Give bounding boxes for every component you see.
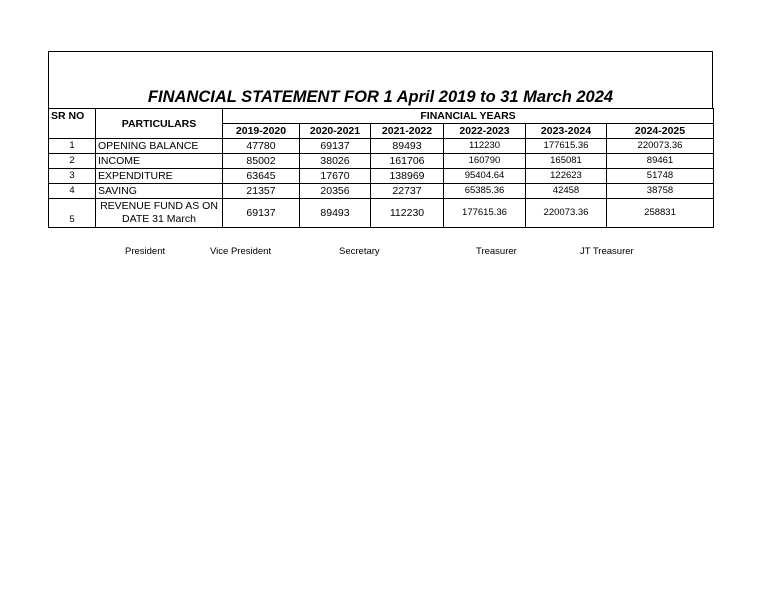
value-cell: 69137	[300, 139, 371, 154]
year-header: 2024-2025	[607, 124, 714, 139]
header-row-1	[49, 109, 714, 124]
value-cell: 65385.36	[444, 184, 526, 199]
particular-cell: OPENING BALANCE	[96, 139, 223, 154]
table-row	[49, 199, 714, 228]
year-header: 2021-2022	[371, 124, 444, 139]
value-cell: 38026	[300, 154, 371, 169]
value-cell: 258831	[607, 199, 714, 228]
value-cell: 42458	[526, 184, 607, 199]
value-cell: 177615.36	[526, 139, 607, 154]
statement-title: FINANCIAL STATEMENT FOR 1 April 2019 to 31 March 2024	[147, 88, 614, 106]
table-row	[49, 139, 714, 154]
value-cell: 95404.64	[444, 169, 526, 184]
value-cell: 89493	[371, 139, 444, 154]
table-row	[49, 184, 714, 199]
value-cell: 51748	[607, 169, 714, 184]
signatory-president: President	[125, 246, 166, 257]
title-area	[48, 51, 713, 108]
year-header: 2023-2024	[526, 124, 607, 139]
particulars-header: PARTICULARS	[96, 109, 223, 139]
value-cell: 112230	[444, 139, 526, 154]
financial-statement-sheet	[48, 51, 713, 228]
particular-cell: INCOME	[96, 154, 223, 169]
value-cell: 112230	[371, 199, 444, 228]
signatory-jt-treasurer: JT Treasurer	[580, 246, 634, 257]
year-header: 2019-2020	[223, 124, 300, 139]
value-cell: 63645	[223, 169, 300, 184]
signatory-treasurer: Treasurer	[476, 246, 517, 257]
value-cell: 89493	[300, 199, 371, 228]
signatories-row	[0, 246, 768, 260]
value-cell: 89461	[607, 154, 714, 169]
value-cell: 177615.36	[444, 199, 526, 228]
value-cell: 17670	[300, 169, 371, 184]
financial-table	[48, 108, 714, 228]
sr-cell: 4	[49, 184, 96, 199]
year-header: 2022-2023	[444, 124, 526, 139]
sr-cell: 1	[49, 139, 96, 154]
value-cell: 122623	[526, 169, 607, 184]
signatory-secretary: Secretary	[339, 246, 380, 257]
particular-cell: SAVING	[96, 184, 223, 199]
particular-cell: REVENUE FUND AS ON DATE 31 March	[96, 199, 223, 228]
value-cell: 47780	[223, 139, 300, 154]
value-cell: 220073.36	[526, 199, 607, 228]
sr-cell: 3	[49, 169, 96, 184]
sr-cell: 2	[49, 154, 96, 169]
value-cell: 138969	[371, 169, 444, 184]
value-cell: 69137	[223, 199, 300, 228]
financial-years-header: FINANCIAL YEARS	[223, 109, 714, 124]
table-row	[49, 154, 714, 169]
sr-no-header: SR NO	[49, 109, 96, 139]
value-cell: 160790	[444, 154, 526, 169]
value-cell: 220073.36	[607, 139, 714, 154]
value-cell: 85002	[223, 154, 300, 169]
value-cell: 20356	[300, 184, 371, 199]
value-cell: 165081	[526, 154, 607, 169]
signatory-vice-president: Vice President	[210, 246, 272, 257]
value-cell: 38758	[607, 184, 714, 199]
value-cell: 22737	[371, 184, 444, 199]
value-cell: 161706	[371, 154, 444, 169]
sr-cell: 5	[49, 199, 96, 228]
particular-cell: EXPENDITURE	[96, 169, 223, 184]
value-cell: 21357	[223, 184, 300, 199]
table-row	[49, 169, 714, 184]
year-header: 2020-2021	[300, 124, 371, 139]
